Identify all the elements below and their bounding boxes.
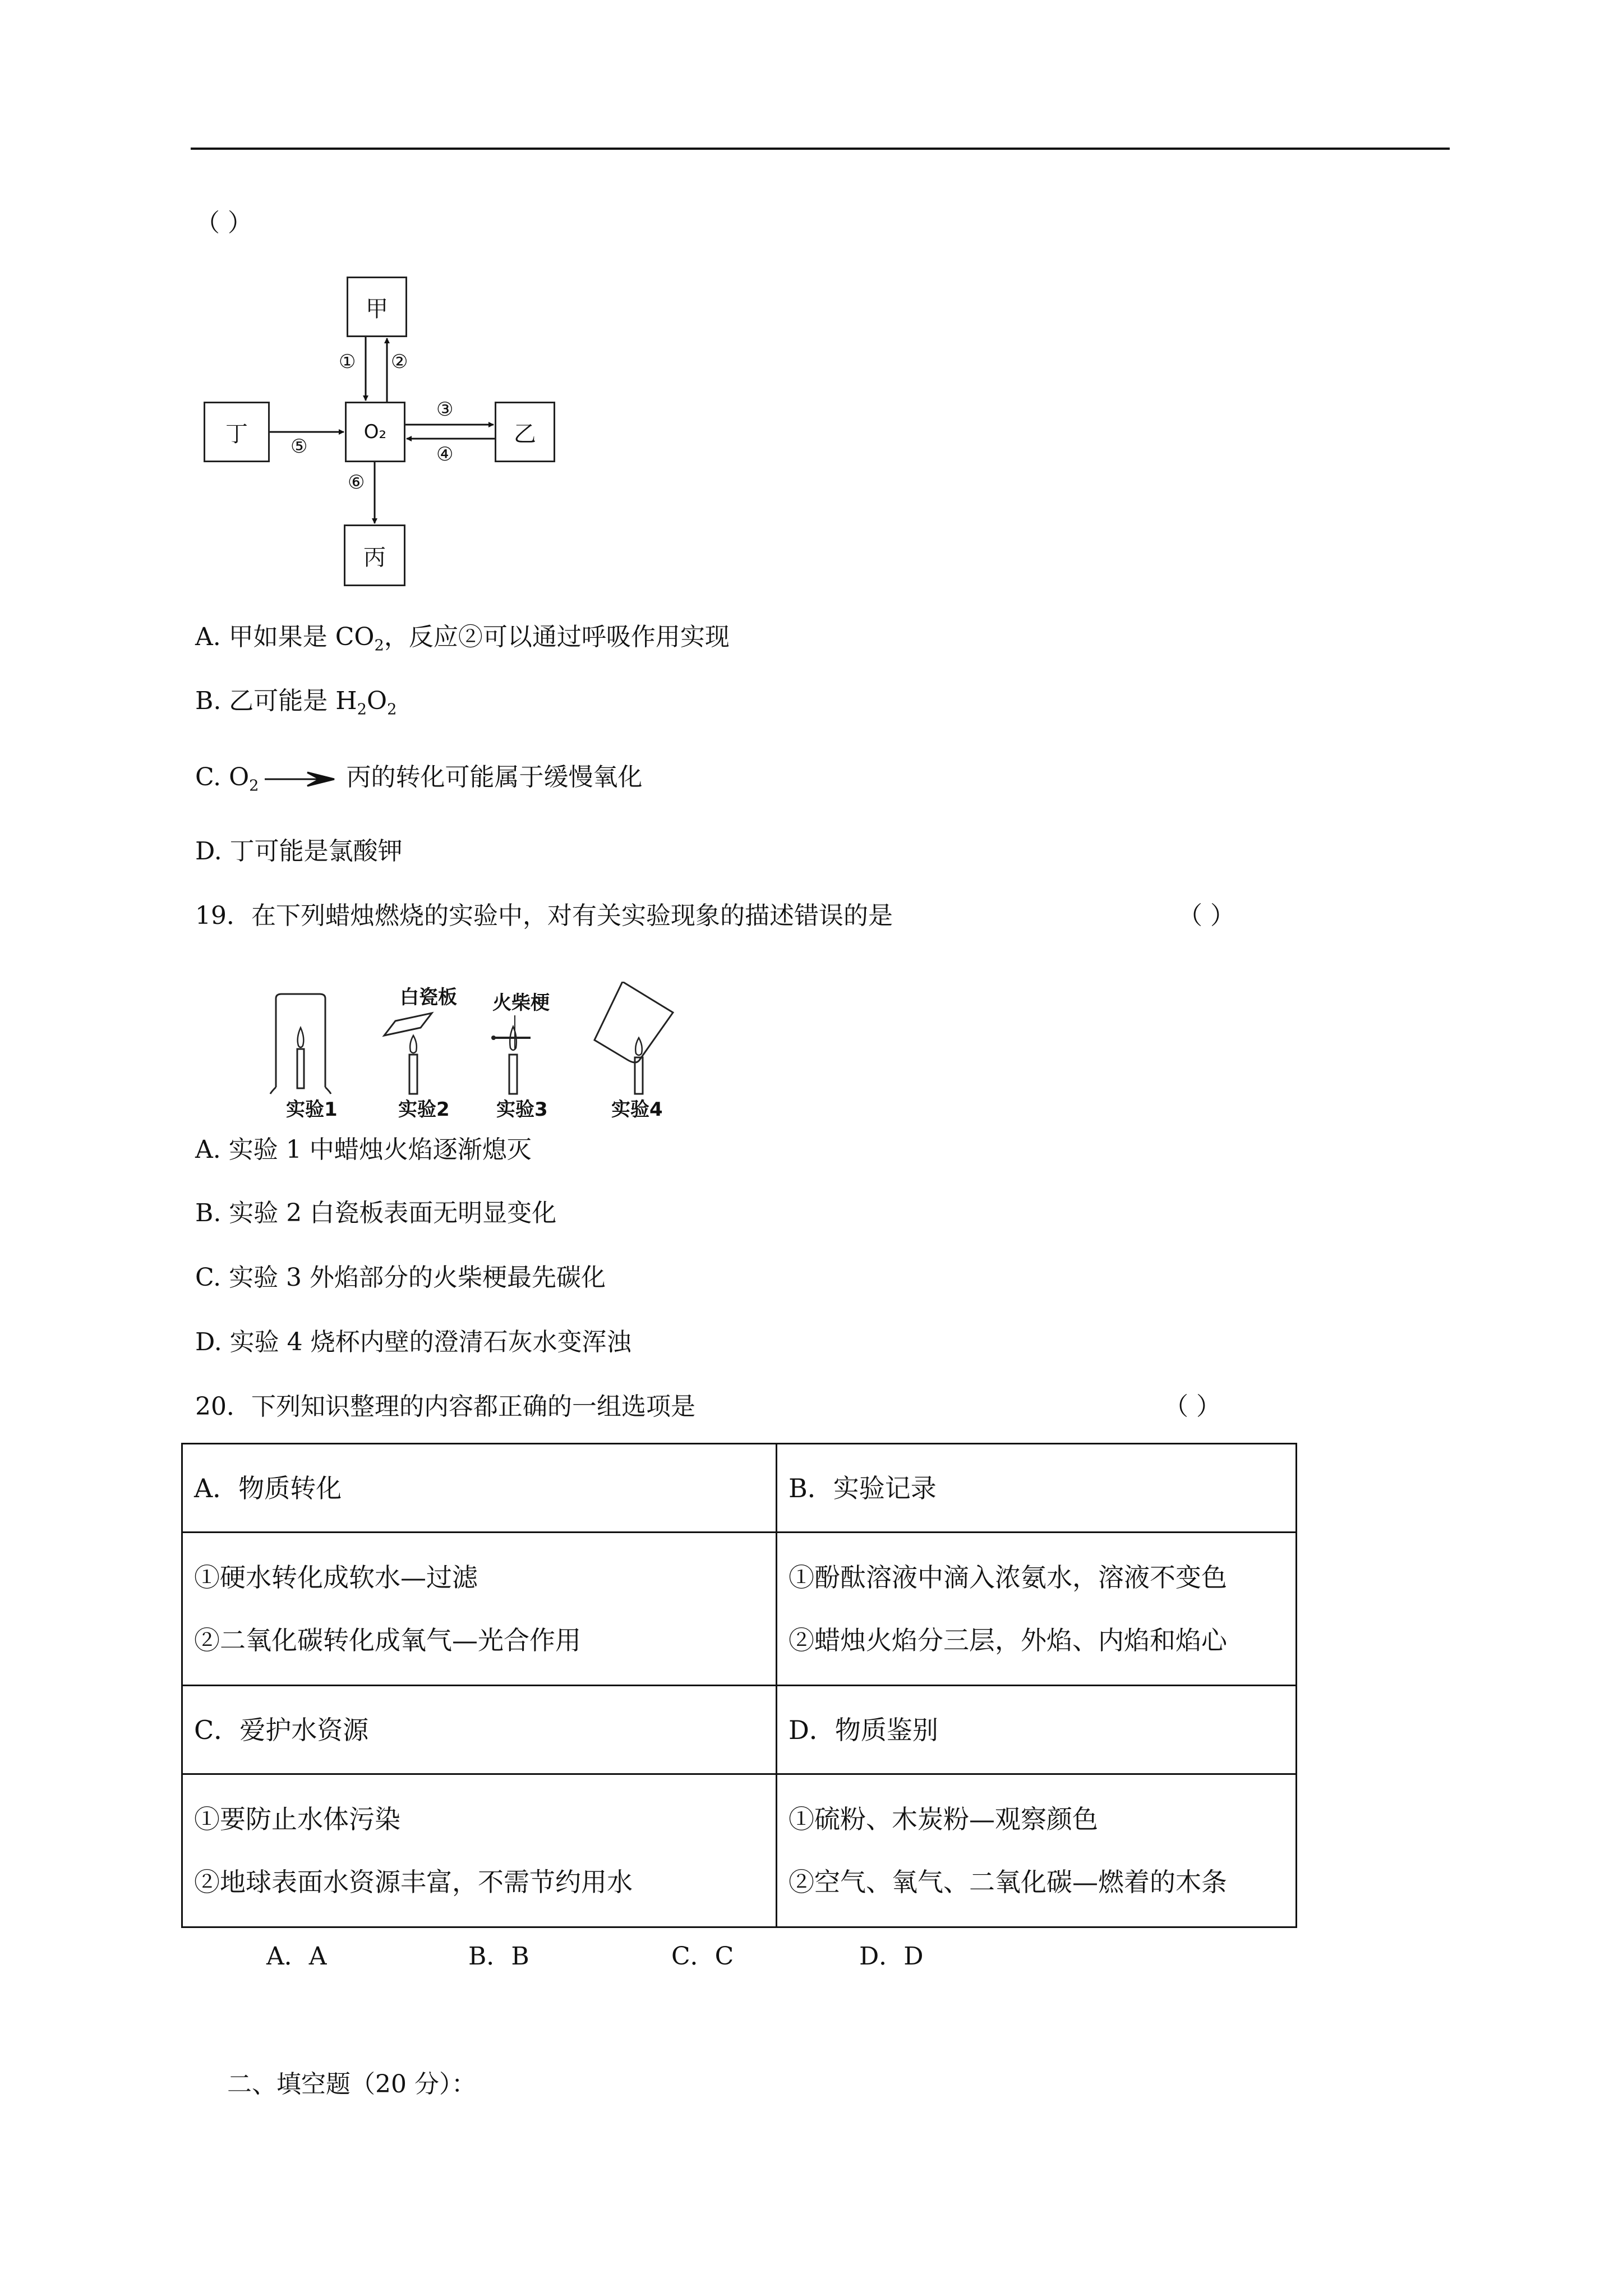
q20-stem: 20．下列知识整理的内容都正确的一组选项是 <box>195 1392 695 1421</box>
exp3-label: 实验3 <box>496 1098 548 1121</box>
node-ding: 丁 <box>204 402 270 462</box>
q19-option-d: D. 实验 4 烧杯内壁的澄清石灰水变浑浊 <box>195 1328 631 1356</box>
answer-paren: （ ） <box>195 209 252 237</box>
q20-answer-b: B．B <box>468 1942 529 1971</box>
match-label: 火柴梗 <box>492 992 550 1014</box>
cell-c-body <box>182 1774 777 1927</box>
q18-option-d: D. 丁可能是氯酸钾 <box>195 837 403 866</box>
arrow-right-icon <box>264 768 336 790</box>
q19-option-a: A. 实验 1 中蜡烛火焰逐渐熄灭 <box>195 1135 532 1164</box>
label-6: ⑥ <box>348 471 365 494</box>
cell-d-body <box>777 1774 1297 1927</box>
q18-option-b: B. 乙可能是 $H_2O_2$ <box>195 687 397 719</box>
label-3: ③ <box>436 398 454 421</box>
cell-a-body <box>182 1533 777 1686</box>
cell-a-line2: ②二氧化碳转化成氧气—光合作用 <box>194 1625 581 1655</box>
node-bing: 丙 <box>344 524 405 586</box>
cell-b-head: B．实验记录 <box>777 1444 1297 1533</box>
label-4: ④ <box>436 443 454 466</box>
q19-stem: 19．在下列蜡烛燃烧的实验中，对有关实验现象的描述错误的是 <box>195 901 893 930</box>
label-1: ① <box>339 351 356 373</box>
diagram-arrows <box>0 0 617 617</box>
cell-a-head: A．物质转化 <box>182 1444 777 1533</box>
q18-option-c: C. $O_2$ 丙的转化可能属于缓慢氧化 <box>195 763 643 795</box>
q20-answer-d: D．D <box>859 1942 924 1971</box>
plate-label: 白瓷板 <box>400 986 457 1009</box>
q19-option-c: C. 实验 3 外焰部分的火柴梗最先碳化 <box>195 1263 606 1292</box>
label-5: ⑤ <box>291 435 308 458</box>
exp2-label: 实验2 <box>398 1098 450 1121</box>
exp1-label: 实验1 <box>286 1098 338 1121</box>
cell-c-line1: ①要防止水体污染 <box>194 1804 400 1834</box>
q19-option-b: B. 实验 2 白瓷板表面无明显变化 <box>195 1199 557 1227</box>
q18-option-a: A. 甲如果是 $CO_2$，反应②可以通过呼吸作用实现 <box>195 623 730 655</box>
cell-b-line2: ②蜡烛火焰分三层，外焰、内焰和焰心 <box>789 1625 1227 1655</box>
node-jia: 甲 <box>347 277 407 337</box>
cell-b-body <box>777 1533 1297 1686</box>
label-2: ② <box>391 351 408 373</box>
cell-d-line1: ①硫粉、木炭粉—观察颜色 <box>789 1804 1098 1834</box>
q20-answer-a: A．A <box>266 1942 327 1971</box>
cell-b-line1: ①酚酞溶液中滴入浓氨水，溶液不变色 <box>789 1562 1227 1593</box>
cell-c-head: C．爱护水资源 <box>182 1686 777 1774</box>
q20-answer-c: C．C <box>671 1942 734 1971</box>
node-o2: O₂ <box>345 402 405 462</box>
q19-answer-paren: （ ） <box>1178 901 1235 930</box>
cell-a-line1: ①硬水转化成软水—过滤 <box>194 1562 478 1593</box>
cell-c-line2: ②地球表面水资源丰富，不需节约用水 <box>194 1867 633 1897</box>
exp4-label: 实验4 <box>611 1098 663 1121</box>
cell-d-line2: ②空气、氧气、二氧化碳—燃着的木条 <box>789 1867 1227 1897</box>
q20-answer-paren: （ ） <box>1164 1392 1221 1421</box>
node-yi: 乙 <box>495 402 555 462</box>
section-heading: 二、填空题（20 分）： <box>227 2070 476 2099</box>
knowledge-table <box>181 1443 1297 1928</box>
cell-d-head: D．物质鉴别 <box>777 1686 1297 1774</box>
